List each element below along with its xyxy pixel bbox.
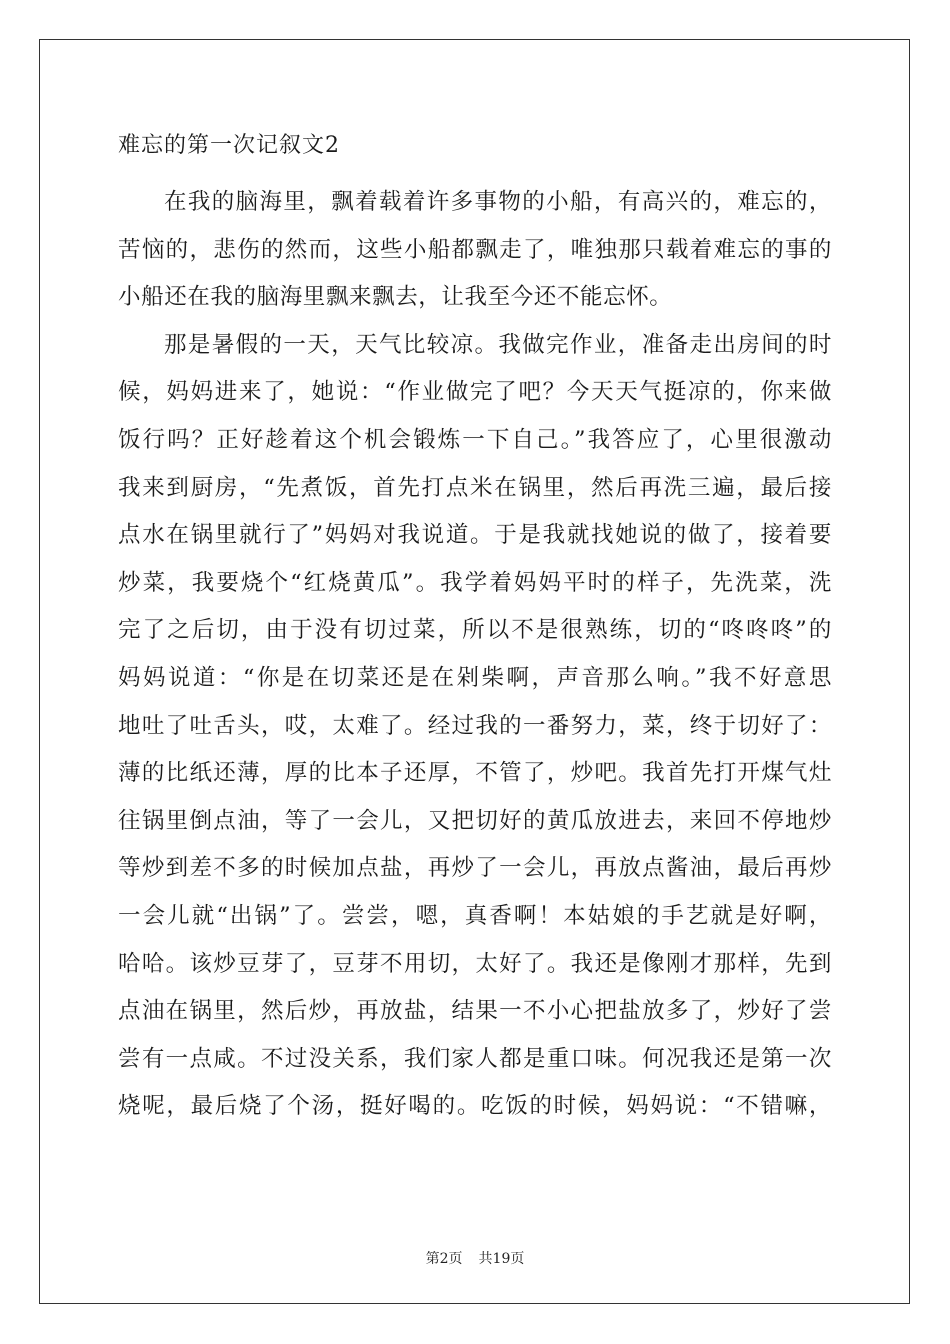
page-total: 共19页 [478,1251,525,1267]
text-line: 点水在锅里就行了”妈妈对我说道。于是我就找她说的做了，接着要 [118,522,832,549]
text-line: 我来到厨房，“先煮饭，首先打点米在锅里，然后再洗三遍，最后接 [118,474,832,501]
text-line: 饭行吗？正好趁着这个机会锻炼一下自己。”我答应了，心里很激动 [118,426,832,453]
text-line: 炒菜，我要烧个“红烧黄瓜”。我学着妈妈平时的样子，先洗菜，洗 [118,569,832,596]
text-line: 尝有一点咸。不过没关系，我们家人都是重口味。何况我还是第一次 [118,1045,832,1072]
page-footer [0,1249,950,1269]
text-line: 在我的脑海里，飘着载着许多事物的小船，有高兴的，难忘的， [164,189,832,215]
text-line: 候，妈妈进来了，她说：“作业做完了吧？今天天气挺凉的，你来做 [118,379,832,406]
page-number: 第2页 [425,1251,463,1267]
text-line: 妈妈说道：“你是在切菜还是在剁柴啊，声音那么响。”我不好意思 [118,664,832,691]
text-line: 烧呢，最后烧了个汤，挺好喝的。吃饭的时候，妈妈说：“不错嘛， [118,1093,832,1120]
document-body [118,179,832,1131]
text-line: 完了之后切，由于没有切过菜，所以不是很熟练，切的“咚咚咚”的 [118,617,832,644]
text-line: 小船还在我的脑海里飘来飘去，让我至今还不能忘怀。 [118,284,673,311]
text-line: 地吐了吐舌头，哎，太难了。经过我的一番努力，菜，终于切好了： [118,712,832,739]
text-line: 薄的比纸还薄，厚的比本子还厚，不管了，炒吧。我首先打开煤气灶 [118,760,832,787]
text-line: 往锅里倒点油，等了一会儿，又把切好的黄瓜放进去，来回不停地炒 [118,807,832,834]
text-line: 点油在锅里，然后炒，再放盐，结果一不小心把盐放多了，炒好了尝 [118,998,832,1025]
text-line: 那是暑假的一天，天气比较凉。我做完作业，准备走出房间的时 [164,331,832,358]
text-line: 哈哈。该炒豆芽了，豆芽不用切，太好了。我还是像刚才那样，先到 [118,950,832,977]
text-line: 等炒到差不多的时候加点盐，再炒了一会儿，再放点酱油，最后再炒 [118,855,832,882]
text-line: 一会儿就“出锅”了。尝尝，嗯，真香啊！本姑娘的手艺就是好啊， [118,902,832,929]
document-title: 难忘的第一次记叙文2 [118,133,340,158]
text-line: 苦恼的，悲伤的然而，这些小船都飘走了，唯独那只载着难忘的事的 [118,236,832,263]
